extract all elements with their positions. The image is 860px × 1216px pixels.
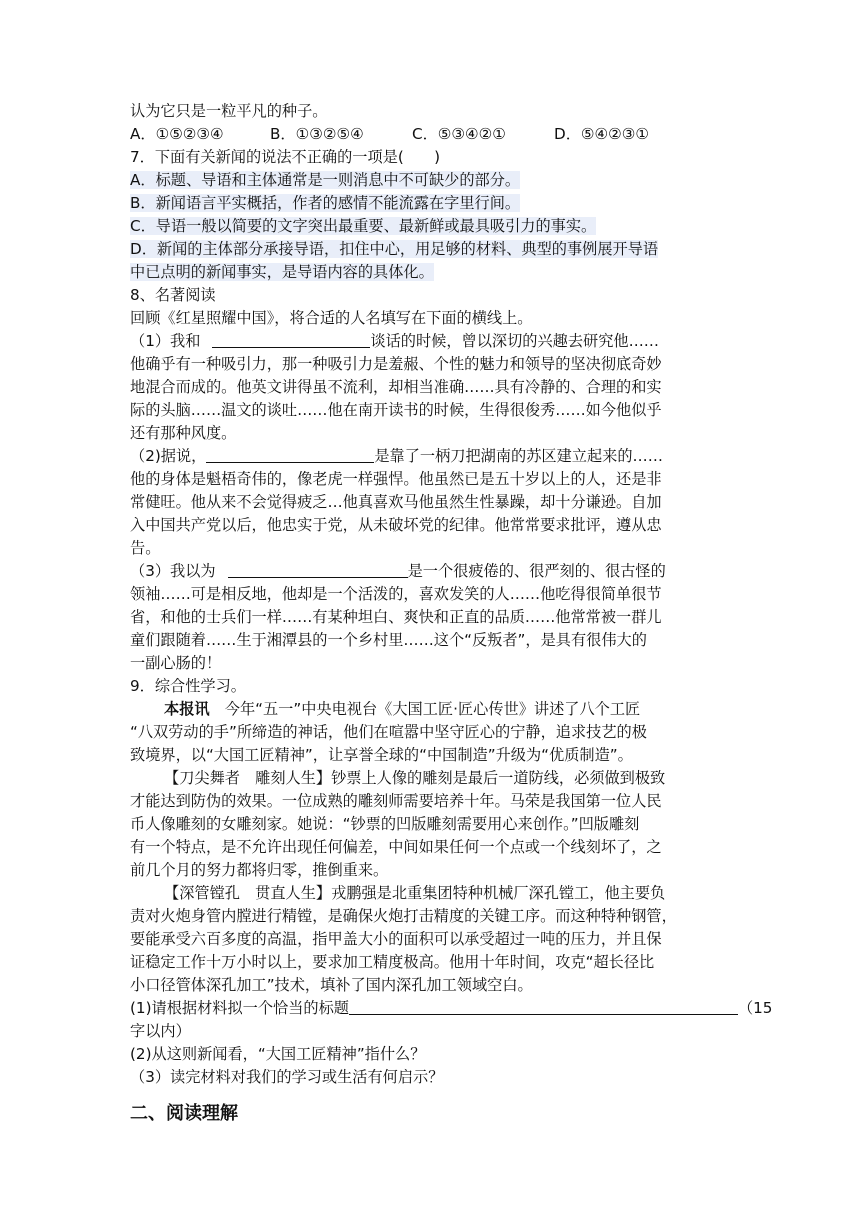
answer-blank-2[interactable] xyxy=(206,446,374,463)
answer-blank-3[interactable] xyxy=(228,561,408,578)
passage-1-line: 地混合而成的。他英文讲得虽不流利，却相当准确……具有冷静的、合理的和实 xyxy=(130,378,662,396)
news-paragraph-3: 【深管镗孔 贯直人生】戎鹏强是北重集团特种机械厂深孔镗工，他主要负 xyxy=(164,884,666,902)
passage-2-line: （2)据说， 是靠了一柄刀把湖南的苏区建立起来的…… xyxy=(130,447,663,465)
passage-3-line: 一副心肠的！ xyxy=(130,654,222,672)
passage-2-line: 告。 xyxy=(130,539,161,557)
sub-question-3: （3）读完材料对我们的学习或生活有何启示？ xyxy=(130,1068,444,1086)
news-line: 小口径管体深孔加工”技术，填补了国内深孔加工领域空白。 xyxy=(130,976,533,994)
passage-3-line: 领袖……可是相反地，他却是一个活泼的，喜欢发笑的人……他吃得很简单很节 xyxy=(130,585,662,603)
news-line: 币人像雕刻的女雕刻家。她说：“钞票的凹版雕刻需要用心来创作。”凹版雕刻 xyxy=(130,815,640,833)
news-line: 前几个月的努力都将归零，推倒重来。 xyxy=(130,861,389,879)
answer-blank-1[interactable] xyxy=(212,331,370,348)
sub-question-2: (2)从这则新闻看，“大国工匠精神”指什么？ xyxy=(130,1045,426,1063)
news-line: 责对火炮身管内膛进行精镗，是确保火炮打击精度的关键工序。而这种特种钢管， xyxy=(130,907,677,925)
q7-option-d: D．新闻的主体部分承接导语，扣住中心，用足够的材料、典型的事例展开导语 xyxy=(130,240,659,258)
answer-options-q6 xyxy=(130,123,730,146)
q8-instruction: 回顾《红星照耀中国》，将合适的人名填写在下面的横线上。 xyxy=(130,309,533,327)
q7-option-b: B．新闻语言平实概括，作者的感情不能流露在字里行间。 xyxy=(130,194,521,212)
passage-1-line: 他确乎有一种吸引力，那一种吸引力是羞赧、个性的魅力和领导的坚决彻底奇妙 xyxy=(130,355,662,373)
q7-option-c: C．导语一般以简要的文字突出最重要、最新鲜或最具吸引力的事实。 xyxy=(130,217,597,235)
passage-2-line: 常健旺。他从来不会觉得疲乏…他真喜欢马他虽然生性暴躁，却十分谦逊。自加 xyxy=(130,493,662,511)
sub-question-1-cont: 字以内） xyxy=(130,1022,191,1040)
news-line: 要能承受六百多度的高温，指甲盖大小的面积可以承受超过一吨的压力，并且保 xyxy=(130,930,662,948)
passage-3-line: 童们跟随着……生于湘潭县的一个乡村里……这个“反叛者”，是具有很伟大的 xyxy=(130,631,647,649)
sub-question-1: (1)请根据材料拟一个恰当的标题 （15 xyxy=(130,999,773,1017)
option-c: C．⑤③④②① xyxy=(412,125,506,143)
passage-3-line: （3）我以为 是一个很疲倦的、很严刻的、很古怪的 xyxy=(130,562,666,580)
passage-1-line: 还有那种风度。 xyxy=(130,424,237,442)
news-paragraph-2: 【刀尖舞者 雕刻人生】钞票上人像的雕刻是最后一道防线，必须做到极致 xyxy=(164,769,666,787)
q7-option-a: A．标题、导语和主体通常是一则消息中不可缺少的部分。 xyxy=(130,171,521,189)
section-heading: 二、阅读理解 xyxy=(130,1103,238,1124)
passage-3-line: 省，和他的士兵们一样……有某种坦白、爽快和正直的品质……他常常被一群儿 xyxy=(130,608,662,626)
news-line: 致境界，以“大国工匠精神”，让享誉全球的“中国制造”升级为“优质制造”。 xyxy=(130,746,633,764)
news-line: 证稳定工作十万小时以上，要求加工精度极高。他用十年时间，攻克“超长径比 xyxy=(130,953,655,971)
text-line: 认为它只是一粒平凡的种子。 xyxy=(130,102,328,120)
q7-option-d-cont: 中已点明的新闻事实，是导语内容的具体化。 xyxy=(130,263,434,281)
document-body xyxy=(130,100,773,1128)
question-9: 9．综合性学习。 xyxy=(130,677,246,695)
passage-1-line: 际的头脑……温文的谈吐……他在南开读书的时候，生得很俊秀……如今他似乎 xyxy=(130,401,662,419)
option-d: D．⑤④②③① xyxy=(554,125,649,143)
question-8: 8、名著阅读 xyxy=(130,286,216,304)
news-line: 有一个特点，是不允许出现任何偏差，中间如果任何一个点或一个线刻坏了，之 xyxy=(130,838,662,856)
passage-1-line: （1）我和 谈话的时候，曾以深切的兴趣去研究他…… xyxy=(130,332,659,350)
news-line: 才能达到防伪的效果。一位成熟的雕刻师需要培养十年。马荣是我国第一位人民 xyxy=(130,792,662,810)
option-a: A．①⑤②③④ xyxy=(130,125,224,143)
title-answer-blank[interactable] xyxy=(349,998,738,1015)
news-line: “八双劳动的手”所缔造的神话，他们在喧嚣中坚守匠心的宁静，追求技艺的极 xyxy=(130,723,647,741)
passage-2-line: 入中国共产党以后，他忠实于党，从未破坏党的纪律。他常常要求批评，遵从忠 xyxy=(130,516,662,534)
passage-2-line: 他的身体是魁梧奇伟的，像老虎一样强悍。他虽然已是五十岁以上的人，还是非 xyxy=(130,470,662,488)
news-paragraph-1: 本报讯 今年“五一”中央电视台《大国工匠·匠心传世》讲述了八个工匠 xyxy=(164,700,641,718)
question-7: 7．下面有关新闻的说法不正确的一项是( ) xyxy=(130,148,441,166)
option-b: B．①③②⑤④ xyxy=(270,125,364,143)
